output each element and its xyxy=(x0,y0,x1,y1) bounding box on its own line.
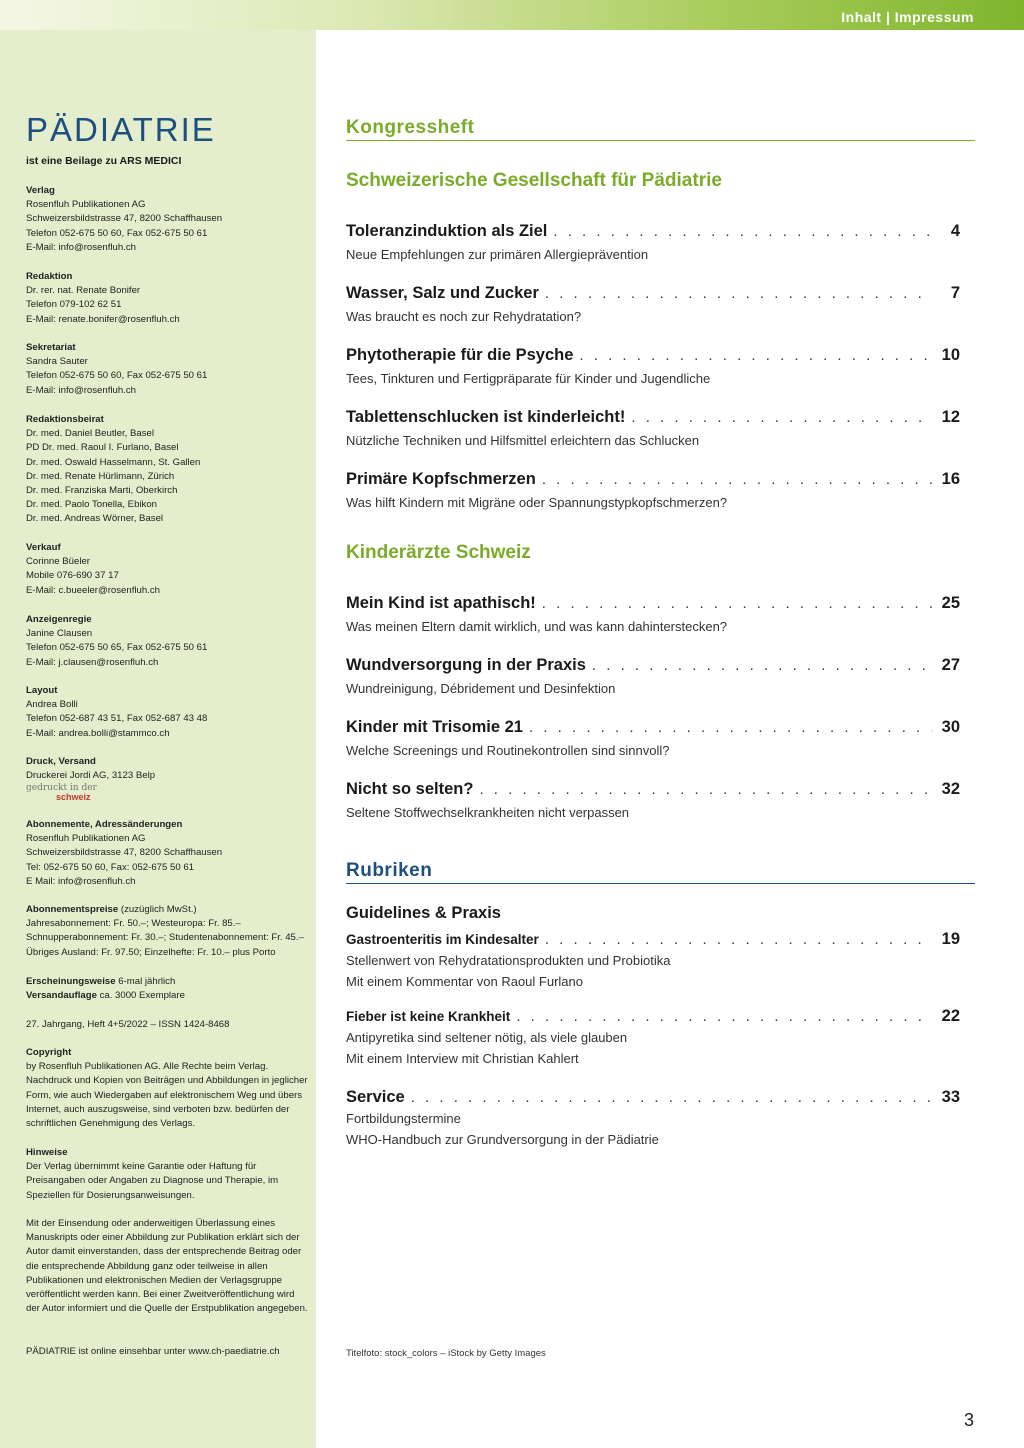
imp-erscheinung xyxy=(26,975,308,1003)
logo-subtitle: ist eine Beilage zu ARS MEDICI xyxy=(26,155,182,167)
toc-entry[interactable] xyxy=(346,594,960,637)
imp-heading: Sekretariat xyxy=(26,342,76,353)
imp-abo xyxy=(26,818,308,889)
toc-page: 7 xyxy=(950,284,960,302)
heading-guidelines: Guidelines & Praxis xyxy=(346,904,501,922)
imp-heading: Layout xyxy=(26,685,58,696)
toc-entry[interactable] xyxy=(346,1088,960,1150)
imp-line: E-Mail: info@rosenfluh.ch xyxy=(26,241,136,253)
imp-line: E-Mail: andrea.bolli@stammco.ch xyxy=(26,727,170,739)
imp-beirat xyxy=(26,413,308,527)
imp-note: (zuzüglich MwSt.) xyxy=(118,904,197,915)
printed-logo-country: schweiz xyxy=(56,792,91,803)
toc-title: Phytotherapie für die Psyche xyxy=(346,346,574,364)
toc-title: Mein Kind ist apathisch! xyxy=(346,594,536,612)
toc-page: 19 xyxy=(941,930,960,948)
toc-leader xyxy=(592,657,932,674)
imp-heading: Abonnementspreise xyxy=(26,904,119,915)
toc-desc: Was hilft Kindern mit Migräne oder Spannungstypkopfschmerzen? xyxy=(346,495,728,510)
toc-entry[interactable] xyxy=(346,930,960,992)
heading-kinderaerzte: Kinderärzte Schweiz xyxy=(346,542,531,563)
imp-heading: Verlag xyxy=(26,185,55,196)
toc-page: 22 xyxy=(941,1007,960,1025)
imp-line: Telefon 052-675 50 60, Fax 052-675 50 61 xyxy=(26,227,208,239)
imp-hinweise xyxy=(26,1146,308,1203)
imp-line: E-Mail: j.clausen@rosenfluh.ch xyxy=(26,656,159,668)
toc-leader xyxy=(579,347,932,364)
imp-einsendung xyxy=(26,1217,308,1316)
toc-page: 27 xyxy=(941,656,960,674)
imp-redaktion xyxy=(26,270,308,327)
toc-title: Wundversorgung in der Praxis xyxy=(346,656,586,674)
imp-line: Schweizersbildstrasse 47, 8200 Schaffhausen xyxy=(26,847,223,859)
imp-line: PD Dr. med. Raoul I. Furlano, Basel xyxy=(26,442,179,454)
toc-leader xyxy=(542,471,932,488)
heading-sgp: Schweizerische Gesellschaft für Pädiatrie xyxy=(346,170,722,191)
imp-heading: Druck, Versand xyxy=(26,756,96,767)
imp-line: Dr. med. Oswald Hasselmann, St. Gallen xyxy=(26,456,201,468)
toc-title: Kinder mit Trisomie 21 xyxy=(346,718,523,736)
imp-line: Dr. med. Daniel Beutler, Basel xyxy=(26,428,154,440)
imp-line: E-Mail: renate.bonifer@rosenfluh.ch xyxy=(26,313,180,325)
imp-line: Corinne Büeler xyxy=(26,556,90,568)
toc-leader xyxy=(479,781,932,798)
imp-line: E-Mail: c.bueeler@rosenfluh.ch xyxy=(26,584,160,596)
toc-desc: Was braucht es noch zur Rehydratation? xyxy=(346,309,582,324)
imp-line: Druckerei Jordi AG, 3123 Belp xyxy=(26,770,156,782)
imp-copyright xyxy=(26,1046,308,1131)
toc-entry[interactable] xyxy=(346,346,960,389)
imp-line: Dr. med. Andreas Wörner, Basel xyxy=(26,513,164,525)
section-label: Inhalt | Impressum xyxy=(841,9,974,25)
printed-in-switzerland-logo xyxy=(26,784,97,802)
imp-druck xyxy=(26,755,308,806)
toc-title: Toleranzinduktion als Ziel xyxy=(346,222,548,240)
imp-heading: Anzeigenregie xyxy=(26,614,92,625)
toc-leader xyxy=(631,409,932,426)
imp-line: Dr. rer. nat. Renate Bonifer xyxy=(26,285,141,297)
imp-paragraph: Mit der Einsendung oder anderweitigen Überlassung eines Manuskripts oder einer Abbildung zur Publikation erklärt sich der Autor damit einverstanden, dass der entsprechende Beitrag oder die entsprechende Abbildung ganz oder teilweise in allen Publikationen und elektronischen Medien der Verlagsgruppe veröffentlicht werden kann. Bei einer Zweitveröffentlichung wird der Autor informiert und die Quelle der Erstpublikation angegeben. xyxy=(26,1218,308,1315)
toc-title: Service xyxy=(346,1088,405,1106)
divider xyxy=(346,140,975,141)
imp-line: E-Mail: info@rosenfluh.ch xyxy=(26,384,136,396)
imp-preise xyxy=(26,903,308,960)
toc-page: 4 xyxy=(950,222,960,240)
toc-page: 16 xyxy=(941,470,960,488)
imp-paragraph: by Rosenfluh Publikationen AG. Alle Rechte beim Verlag. Nachdruck und Kopien von Beiträgen und Abbildungen in jeglicher Form, wie auch Wiedergaben auf elektronischem Weg und übers Internet, auch auszugsweise, sind verboten bzw. bedürfen der schriftlichen Genehmigung des Verlags. xyxy=(26,1061,308,1130)
imp-line: Janine Clausen xyxy=(26,628,93,640)
imp-line: Telefon 052-675 50 65, Fax 052-675 50 61 xyxy=(26,642,208,654)
toc-entry[interactable] xyxy=(346,780,960,823)
imp-line: E Mail: info@rosenfluh.ch xyxy=(26,875,136,887)
imp-line: Telefon 052-687 43 51, Fax 052-687 43 48 xyxy=(26,713,208,725)
imp-line: Dr. med. Renate Hürlimann, Zürich xyxy=(26,470,175,482)
imp-heading: Verkauf xyxy=(26,542,61,553)
toc-entry[interactable] xyxy=(346,222,960,265)
imp-anzeigen xyxy=(26,613,308,670)
toc-title: Fieber ist keine Krankheit xyxy=(346,1009,511,1024)
toc-title: Wasser, Salz und Zucker xyxy=(346,284,539,302)
toc-desc: Welche Screenings und Routinekontrollen sind sinnvoll? xyxy=(346,743,670,758)
toc-entry[interactable] xyxy=(346,408,960,451)
imp-value: ca. 3000 Exemplare xyxy=(96,990,185,1002)
magazine-logo: PÄDIATRIE xyxy=(26,111,216,148)
imp-layout xyxy=(26,684,308,741)
toc-leader xyxy=(545,931,932,948)
page-number: 3 xyxy=(963,1410,974,1430)
printed-logo-text: gedruckt in der xyxy=(26,783,97,794)
toc-leader xyxy=(545,285,932,302)
imp-line: Rosenfluh Publikationen AG xyxy=(26,199,146,211)
imp-line: Dr. med. Paolo Tonella, Ebikon xyxy=(26,499,158,511)
toc-title: Tablettenschlucken ist kinderleicht! xyxy=(346,408,626,426)
imp-line: 27. Jahrgang, Heft 4+5/2022 – ISSN 1424-8468 xyxy=(26,1019,230,1030)
divider xyxy=(346,883,975,884)
imp-line: Sandra Sauter xyxy=(26,356,88,368)
imp-line: Dr. med. Franziska Marti, Oberkirch xyxy=(26,485,178,497)
toc-entry[interactable] xyxy=(346,718,960,761)
toc-entry[interactable] xyxy=(346,284,960,327)
imp-heading: Redaktion xyxy=(26,271,73,282)
toc-page: 30 xyxy=(941,718,960,736)
imp-verlag xyxy=(26,184,308,255)
imp-heading: Erscheinungsweise xyxy=(26,976,116,987)
toc-desc: Seltene Stoffwechselkrankheiten nicht verpassen xyxy=(346,805,630,820)
toc-desc: Fortbildungstermine xyxy=(346,1111,461,1126)
photo-credit: Titelfoto: stock_colors – iStock by Getty Images xyxy=(346,1348,546,1359)
toc-desc: WHO-Handbuch zur Grundversorgung in der Pädiatrie xyxy=(346,1132,659,1147)
toc-desc: Antipyretika sind seltener nötig, als viele glauben xyxy=(346,1030,628,1045)
toc-desc: Stellenwert von Rehydratationsprodukten und Probiotika xyxy=(346,953,671,968)
toc-leader xyxy=(542,595,932,612)
toc-page: 33 xyxy=(941,1088,960,1106)
imp-line: Schweizersbildstrasse 47, 8200 Schaffhausen xyxy=(26,213,223,225)
imp-line: Übriges Ausland: Fr. 97.50; Einzelhefte: Fr. 10.– plus Porto xyxy=(26,946,276,958)
toc-title: Nicht so selten? xyxy=(346,780,474,798)
toc-desc: Mit einem Kommentar von Raoul Furlano xyxy=(346,974,583,989)
toc-title: Gastroenteritis im Kindesalter xyxy=(346,932,539,947)
heading-rubriken: Rubriken xyxy=(346,860,433,881)
online-notice: PÄDIATRIE ist online einsehbar unter www.ch-paediatrie.ch xyxy=(26,1346,280,1357)
imp-heading: Versandauflage xyxy=(26,990,97,1002)
imp-jahrgang xyxy=(26,1018,308,1032)
imp-line: Telefon 079-102 62 51 xyxy=(26,299,122,311)
toc-page: 32 xyxy=(941,780,960,798)
imp-heading: Abonnemente, Adressänderungen xyxy=(26,819,183,830)
toc-page: 12 xyxy=(941,408,960,426)
imp-line: Tel: 052-675 50 60, Fax: 052-675 50 61 xyxy=(26,861,195,873)
imp-line: Schnupperabonnement: Fr. 30.–; Studentenabonnement: Fr. 45.– xyxy=(26,932,304,944)
toc-desc: Was meinen Eltern damit wirklich, und was kann dahinterstecken? xyxy=(346,619,728,634)
imp-heading: Copyright xyxy=(26,1047,72,1058)
toc-desc: Mit einem Interview mit Christian Kahlert xyxy=(346,1051,579,1066)
toc-desc: Neue Empfehlungen zur primären Allergieprävention xyxy=(346,247,649,262)
imp-line: Jahresabonnement: Fr. 50.–; Westeuropa: Fr. 85.– xyxy=(26,918,241,930)
toc-title: Primäre Kopfschmerzen xyxy=(346,470,536,488)
toc-page: 10 xyxy=(941,346,960,364)
toc-entry[interactable] xyxy=(346,470,960,513)
imp-heading: Redaktionsbeirat xyxy=(26,414,104,425)
imp-value: 6-mal jährlich xyxy=(115,976,176,987)
toc-desc: Wundreinigung, Débridement und Desinfektion xyxy=(346,681,616,696)
toc-desc: Nützliche Techniken und Hilfsmittel erleichtern das Schlucken xyxy=(346,433,700,448)
imp-paragraph: Der Verlag übernimmt keine Garantie oder Haftung für Preisangaben oder Angaben zu Diagnose und Therapie, im Speziellen für Dosierungsanweisungen. xyxy=(26,1161,279,1201)
toc-leader xyxy=(411,1089,932,1106)
toc-entry[interactable] xyxy=(346,1007,960,1069)
toc-leader xyxy=(553,223,932,240)
toc-entry[interactable] xyxy=(346,656,960,699)
imp-verkauf xyxy=(26,541,308,598)
heading-kongressheft: Kongressheft xyxy=(346,117,475,138)
toc-page: 25 xyxy=(941,594,960,612)
imp-sekretariat xyxy=(26,341,308,398)
imp-heading: Hinweise xyxy=(26,1147,68,1158)
header-bar xyxy=(0,0,1024,30)
toc-desc: Tees, Tinkturen und Fertigpräparate für Kinder und Jugendliche xyxy=(346,371,711,386)
imp-line: Andrea Bolli xyxy=(26,699,78,711)
imp-line: Mobile 076-690 37 17 xyxy=(26,570,119,582)
imp-line: Rosenfluh Publikationen AG xyxy=(26,833,146,845)
imp-line: Telefon 052-675 50 60, Fax 052-675 50 61 xyxy=(26,370,208,382)
toc-leader xyxy=(529,719,932,736)
toc-leader xyxy=(516,1008,932,1025)
